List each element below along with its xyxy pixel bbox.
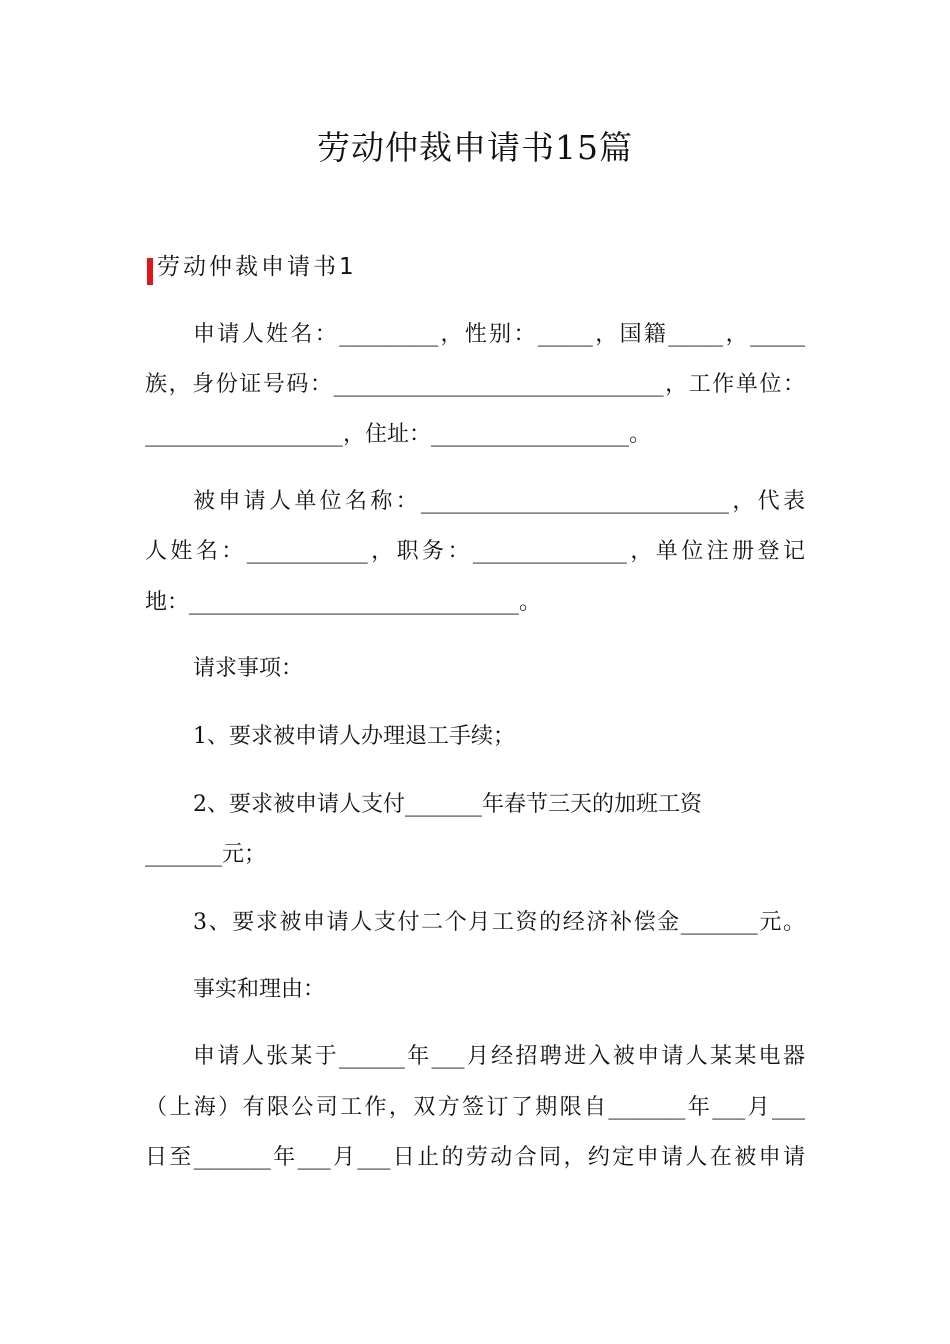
text-line: 3、要求被申请人支付二个月工资的经济补偿金_______元。 bbox=[193, 910, 805, 935]
text-line: 请求事项： bbox=[193, 656, 304, 681]
document-title: 劳动仲裁申请书15篇 bbox=[317, 128, 633, 167]
text-line: 申请人姓名：_________，性别：_____，国籍_____，_____ bbox=[193, 322, 805, 347]
text-line: 1、要求被申请人办理退工手续； bbox=[193, 724, 515, 749]
text-line: __________________，住址：__________________。 bbox=[145, 422, 652, 447]
section-heading-text: 劳动仲裁申请书1 bbox=[157, 254, 357, 280]
text-line: 2、要求被申请人支付_______年春节三天的加班工资 bbox=[193, 792, 702, 817]
text-line: _______元； bbox=[145, 842, 267, 867]
text-line: 申请人张某于______年___月经招聘进入被申请人某某电器 bbox=[193, 1044, 805, 1069]
heading-marker bbox=[147, 258, 153, 285]
text-line: 被申请人单位名称：____________________________，代表 bbox=[193, 489, 805, 514]
text-line: 族，身份证号码：______________________________，工作单位： bbox=[145, 372, 805, 397]
text-line: （上海）有限公司工作，双方签订了期限自_______年___月___ bbox=[145, 1095, 805, 1120]
section-heading bbox=[147, 250, 357, 284]
text-line: 人姓名：___________，职务：______________，单位注册登记 bbox=[145, 539, 805, 564]
text-line: 事实和理由： bbox=[193, 977, 326, 1002]
text-line: 地：______________________________。 bbox=[145, 590, 542, 615]
text-line: 日至_______年___月___日止的劳动合同，约定申请人在被申请 bbox=[145, 1145, 805, 1170]
